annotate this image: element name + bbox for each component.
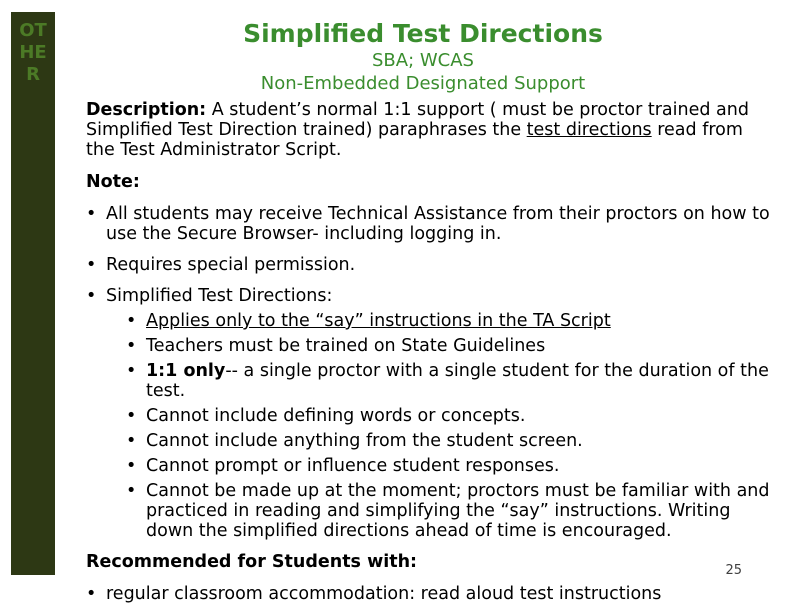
list-item [86,286,770,541]
sidebar-label-line: OT [19,20,47,41]
slide-subtitle-support-type: Non-Embedded Designated Support [260,73,586,94]
list-item [106,336,770,356]
sub-item-student-screen: Cannot include anything from the student screen. [146,431,583,451]
note-heading: Note: [86,172,140,192]
list-item [106,456,770,476]
list-item [106,361,770,401]
list-item [106,431,770,451]
slide-title: Simplified Test Directions [243,19,603,48]
description-label: Description: [86,100,207,120]
recommended-list [86,584,770,604]
list-item [86,204,770,244]
note-item-special-permission: Requires special permission. [106,255,356,275]
slide-content [86,100,770,615]
note-list [86,204,770,541]
description-paragraph [86,100,770,160]
sub-item-prompt: Cannot prompt or influence student responses. [146,456,560,476]
recommended-heading: Recommended for Students with: [86,552,418,572]
list-item [106,311,770,331]
list-item [86,255,770,275]
sub-item-one-to-one-label: 1:1 only [146,361,226,381]
sub-item-defining-words: Cannot include defining words or concepts. [146,406,526,426]
sidebar-label-line: R [26,64,40,85]
sub-item-one-to-one-text: -- a single proctor with a single student for the duration of the test. [146,361,769,401]
list-item [106,481,770,541]
list-item [86,584,770,604]
sidebar-label-line: HE [19,42,47,63]
list-item [106,406,770,426]
simplified-directions-sublist [106,311,770,541]
note-item-technical-assistance: All students may receive Technical Assistance from their proctors on how to use the Secure Browser- including logging in. [106,204,770,244]
sidebar-category-label [11,20,55,86]
test-directions-link[interactable]: test directions [526,120,652,140]
note-item-simplified-directions: Simplified Test Directions: [106,286,333,306]
sidebar-category-bar [11,12,55,575]
sub-item-made-up: Cannot be made up at the moment; proctors must be familiar with and practiced in reading and simplifying the “say” instructions. Writing down the simplified directions ahead of time is encouraged. [146,481,770,541]
page-number: 25 [725,563,742,578]
description-text-end: read from the Test Administrator Script. [86,120,743,160]
sub-item-say-instructions-link[interactable]: Applies only to the “say” instructions in the TA Script [146,311,611,331]
recommended-item: regular classroom accommodation: read aloud test instructions [106,584,662,604]
slide-subtitle-tests: SBA; WCAS [372,50,474,71]
sub-item-trained: Teachers must be trained on State Guidelines [146,336,546,356]
description-text: A student’s normal 1:1 support ( must be proctor trained and Simplified Test Direction trained) paraphrases the [86,100,749,140]
